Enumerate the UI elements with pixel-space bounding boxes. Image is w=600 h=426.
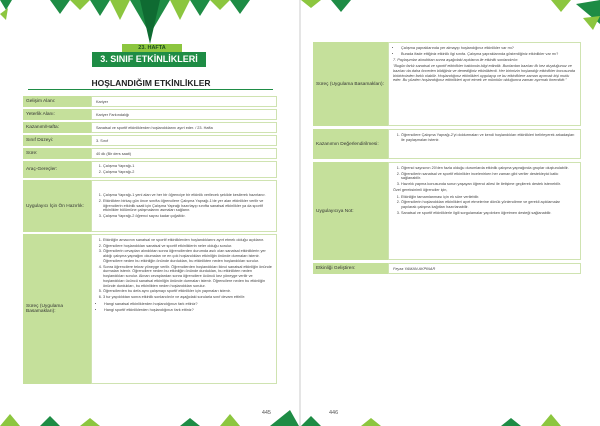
- row-label: Süreç (Uygulama Basamakları):: [313, 42, 388, 126]
- row-label: Gelişim Alanı:: [23, 96, 91, 107]
- list-item: 1. Etkinliğin amacının sanatsal ve sportif etkinliklerden hoşlandıklarını ayırt etmek olduğu açıklanır.: [103, 238, 272, 243]
- row-label: Uygulayıcı İçin Ön Hazırlık:: [23, 180, 91, 232]
- row-value: [91, 180, 277, 232]
- row-hazirlik: [23, 180, 277, 232]
- list-item: 1. Çalışma Yaprağı-1 yeni alan ve her bir öğrenciye bir etkinlik verilecek şekilde kesilerek hazırlanır.: [103, 193, 272, 198]
- subtitle-divider: [28, 89, 273, 90]
- list-item: 1. Çalışma Yaprağı-1: [103, 164, 272, 169]
- list-item: 2. Çalışma Yaprağı-2: [103, 170, 272, 175]
- list-item: 1. Öğrencilere Çalışma Yaprağı-2'yi doldurmaları ve kendi hoşlandıkları etkinlikleri belirleyerek arkadaşları ile paylaşmaları istenir.: [401, 133, 576, 142]
- special-needs-title: Özel gereksinimli öğrenciler için,: [393, 188, 448, 193]
- row-value: Kariyer: [91, 96, 277, 107]
- row-label: Kazanım/Hafta:: [23, 122, 91, 133]
- row-value: [388, 162, 581, 260]
- row-label: Etkinliği Geliştiren:: [313, 263, 388, 274]
- row-value: 3. Sınıf: [91, 135, 277, 146]
- row-label: Süreç (Uygulama Basamakları):: [23, 234, 91, 384]
- header-decoration: [301, 0, 600, 34]
- row-value: [388, 42, 581, 126]
- list-item: 1. Etkinliğin tamamlanması için ek süre verilebilir.: [401, 195, 576, 200]
- footer-decoration: [301, 392, 600, 426]
- list-item: 2. Etkinlikten birkaç gün önce sınıfta öğrencilere Çalışma Yaprağı-1'de yer alan etkinlikler verilir ve öğrencilerin etkinlik saati için Çalışma Yaprağı hazırlayıp sınıfta sanatsal etkinlikler ya da sportif etkinlikler bölümüne çalışmalarını asmaları sağlanır.: [103, 199, 272, 213]
- bullet-item: • Burada ifade ettiğiniz etkinlik ilgi sınıfa. Çalışma yapraklarında gösterdiğiniz etkinlikler var mı?: [401, 52, 576, 57]
- list-item: 5. Öğrencilerden bu defa aynı çalışmayı sportif etkinlikler için yapmaları istenir.: [103, 289, 272, 294]
- row-value: Sanatsal ve sportif etkinliklerden hoşlandıklarını ayırt eder. / 23. Hafta: [91, 122, 277, 133]
- row-label: Kazanımın Değerlendirilmesi:: [313, 129, 388, 159]
- right-row-gelistiren: [313, 263, 581, 274]
- row-kazanim: [23, 122, 277, 133]
- activity-subtitle: HOŞLANDIĞIM ETKİNLİKLER: [91, 78, 211, 88]
- right-row-kazanim: [313, 129, 581, 159]
- list-item: 6. 3 tur yapıldıktan sonra etkinlik sonlandırılır ve aşağıdaki sorularla sınıf devam ettirilir:: [103, 295, 272, 300]
- right-row-surec: [313, 42, 581, 126]
- row-label: Sınıf Düzeyi:: [23, 135, 91, 146]
- bullet-item: • Hangi sanatsal etkinliklerden hoşlandığınızı fark ettiniz?: [104, 302, 272, 307]
- header-decoration: [0, 0, 299, 44]
- right-page: [301, 0, 600, 426]
- row-arac: [23, 161, 277, 178]
- list-item: 1. Öğrenci sayısının 20'den fazla olduğu durumlarda etkinlik çalışma yaprağında gruplar oluşturulabilir.: [401, 166, 576, 171]
- page-number: 446: [329, 410, 339, 416]
- list-item: 4. Sonra öğrencilere tekrar yöneyge verilir. Öğrencilerden hoşlandıkları ikinci sanatsal etkinliğin önünde durmaları istenir. Öğrencilere neden bu etkinliğin önünde durdukları, bu etkinlikten neden hoşlandıkları sorulur. Alınan cevaplardan sonra öğrencilere ücüncü kez yöneyge verilir ve hoşlandıkları ücüncü sanatsal etkinliğin önünde durmaları istenir. Öğrencilere neden bu etkinliğin önünde durdukları, bu etkinlikten neden hoşlandıkları sorulur.: [103, 265, 272, 289]
- row-value: 40 dk (Bir ders saati): [91, 148, 277, 159]
- closing-quote: "Bugün farklı sanatsal ve sportif etkinlikler hakkında bilgi edindik. Bunlardan bazıları ilk kez duyduğunuz ve bazıları da daha önceden bildiğiniz ve denediğiniz etkinliklerdi. Her birimizin hoşlandığı etkinlikler konusunda birbirimizden farklı olabilir. Hoşlandığınız etkinlikleri uygulayıp ve bu etkinliklere zaman ayırmak kişi mutlu eder. Bu yüzden hoşlandığınız etkinlikleri ayırt etmek ve mümkün olduğunca zaman ayırmak önemlidir.": [393, 64, 575, 83]
- row-surec: [23, 234, 277, 384]
- row-sure: [23, 148, 277, 159]
- left-page: [0, 0, 299, 426]
- row-sinif: [23, 135, 277, 146]
- row-value: [91, 161, 277, 178]
- right-row-not: [313, 162, 581, 260]
- step-text: 7. Paylaşımlar alındıktan sonra aşağıdaki açıklama ile etkinlik sonlandırılır:: [393, 57, 519, 62]
- row-label: Uygulayıcıya Not:: [313, 162, 388, 260]
- week-label: 23. HAFTA: [122, 44, 182, 52]
- row-value: Feyza YAMAN AKPINAR: [388, 263, 581, 274]
- list-item: 2. Öğrencilerin hoşlandıkları etkinlikleri ayırt etmelerine dönük yönlendirme ve gerekli açıklamalar yapılarak çalışma kağıtları hazırlanabilir.: [401, 200, 576, 209]
- bullet-item: • Hangi sportif etkinliklerden hoşlandığınızı fark ettiniz?: [104, 308, 272, 313]
- page-number: 445: [261, 410, 271, 416]
- row-gelisim: [23, 96, 277, 107]
- footer-decoration: [0, 392, 299, 426]
- list-item: 3. Öğrencilerin cevapları alındıktan sonra öğrencilerden durumda asılı olan sanatsal etkinliklerin yer aldığı çalışma yaprağını okumaları ve en çok hoşlandıkları etkinliğin önünde durmaları istenir. Öğrencilere neden bu etkinliğin önünde durdukları, bu etkinlikten neden hoşlandıkları sorulur.: [103, 249, 272, 263]
- row-label: Yeterlik Alanı:: [23, 109, 91, 120]
- list-item: 3. Çalışma Yaprağı-2 öğrenci sayısı kadar çoğaltılır.: [103, 214, 272, 219]
- row-value: [388, 129, 581, 159]
- page-title: 3. SINIF ETKİNLİKLERİ: [92, 52, 206, 67]
- row-yeterlik: [23, 109, 277, 120]
- row-value: Kariyer Farkındalığı: [91, 109, 277, 120]
- list-item: 2. Öğrencilerin sanatsal ve sportif etkinlikler incelenirken her zaman gibi veriler destekleyici katkı sağlanabilir.: [401, 172, 576, 181]
- row-label: Süre:: [23, 148, 91, 159]
- bullet-item: • Çalışma yapraklarında yer almayıp hoşlandığınız etkinlikler var mı?: [401, 46, 576, 51]
- row-label: Araç-Gereçler:: [23, 161, 91, 178]
- list-item: 3. Hazırlık yapma konusunda sorun yaşayan öğrenci ailesi ile iletişime geçilerek destek istenebilir.: [401, 182, 576, 187]
- row-value: [91, 234, 277, 384]
- list-item: 3. Sanatsal ve sportif etkinliklerle ilgili sorgulamalar yapılırken öğretmen desteği sağlanabilir.: [401, 211, 576, 216]
- list-item: 2. Öğrencilere hoşlandıkları sanatsal ve sportif etkinliklerin neler olduğu sorulur.: [103, 244, 272, 249]
